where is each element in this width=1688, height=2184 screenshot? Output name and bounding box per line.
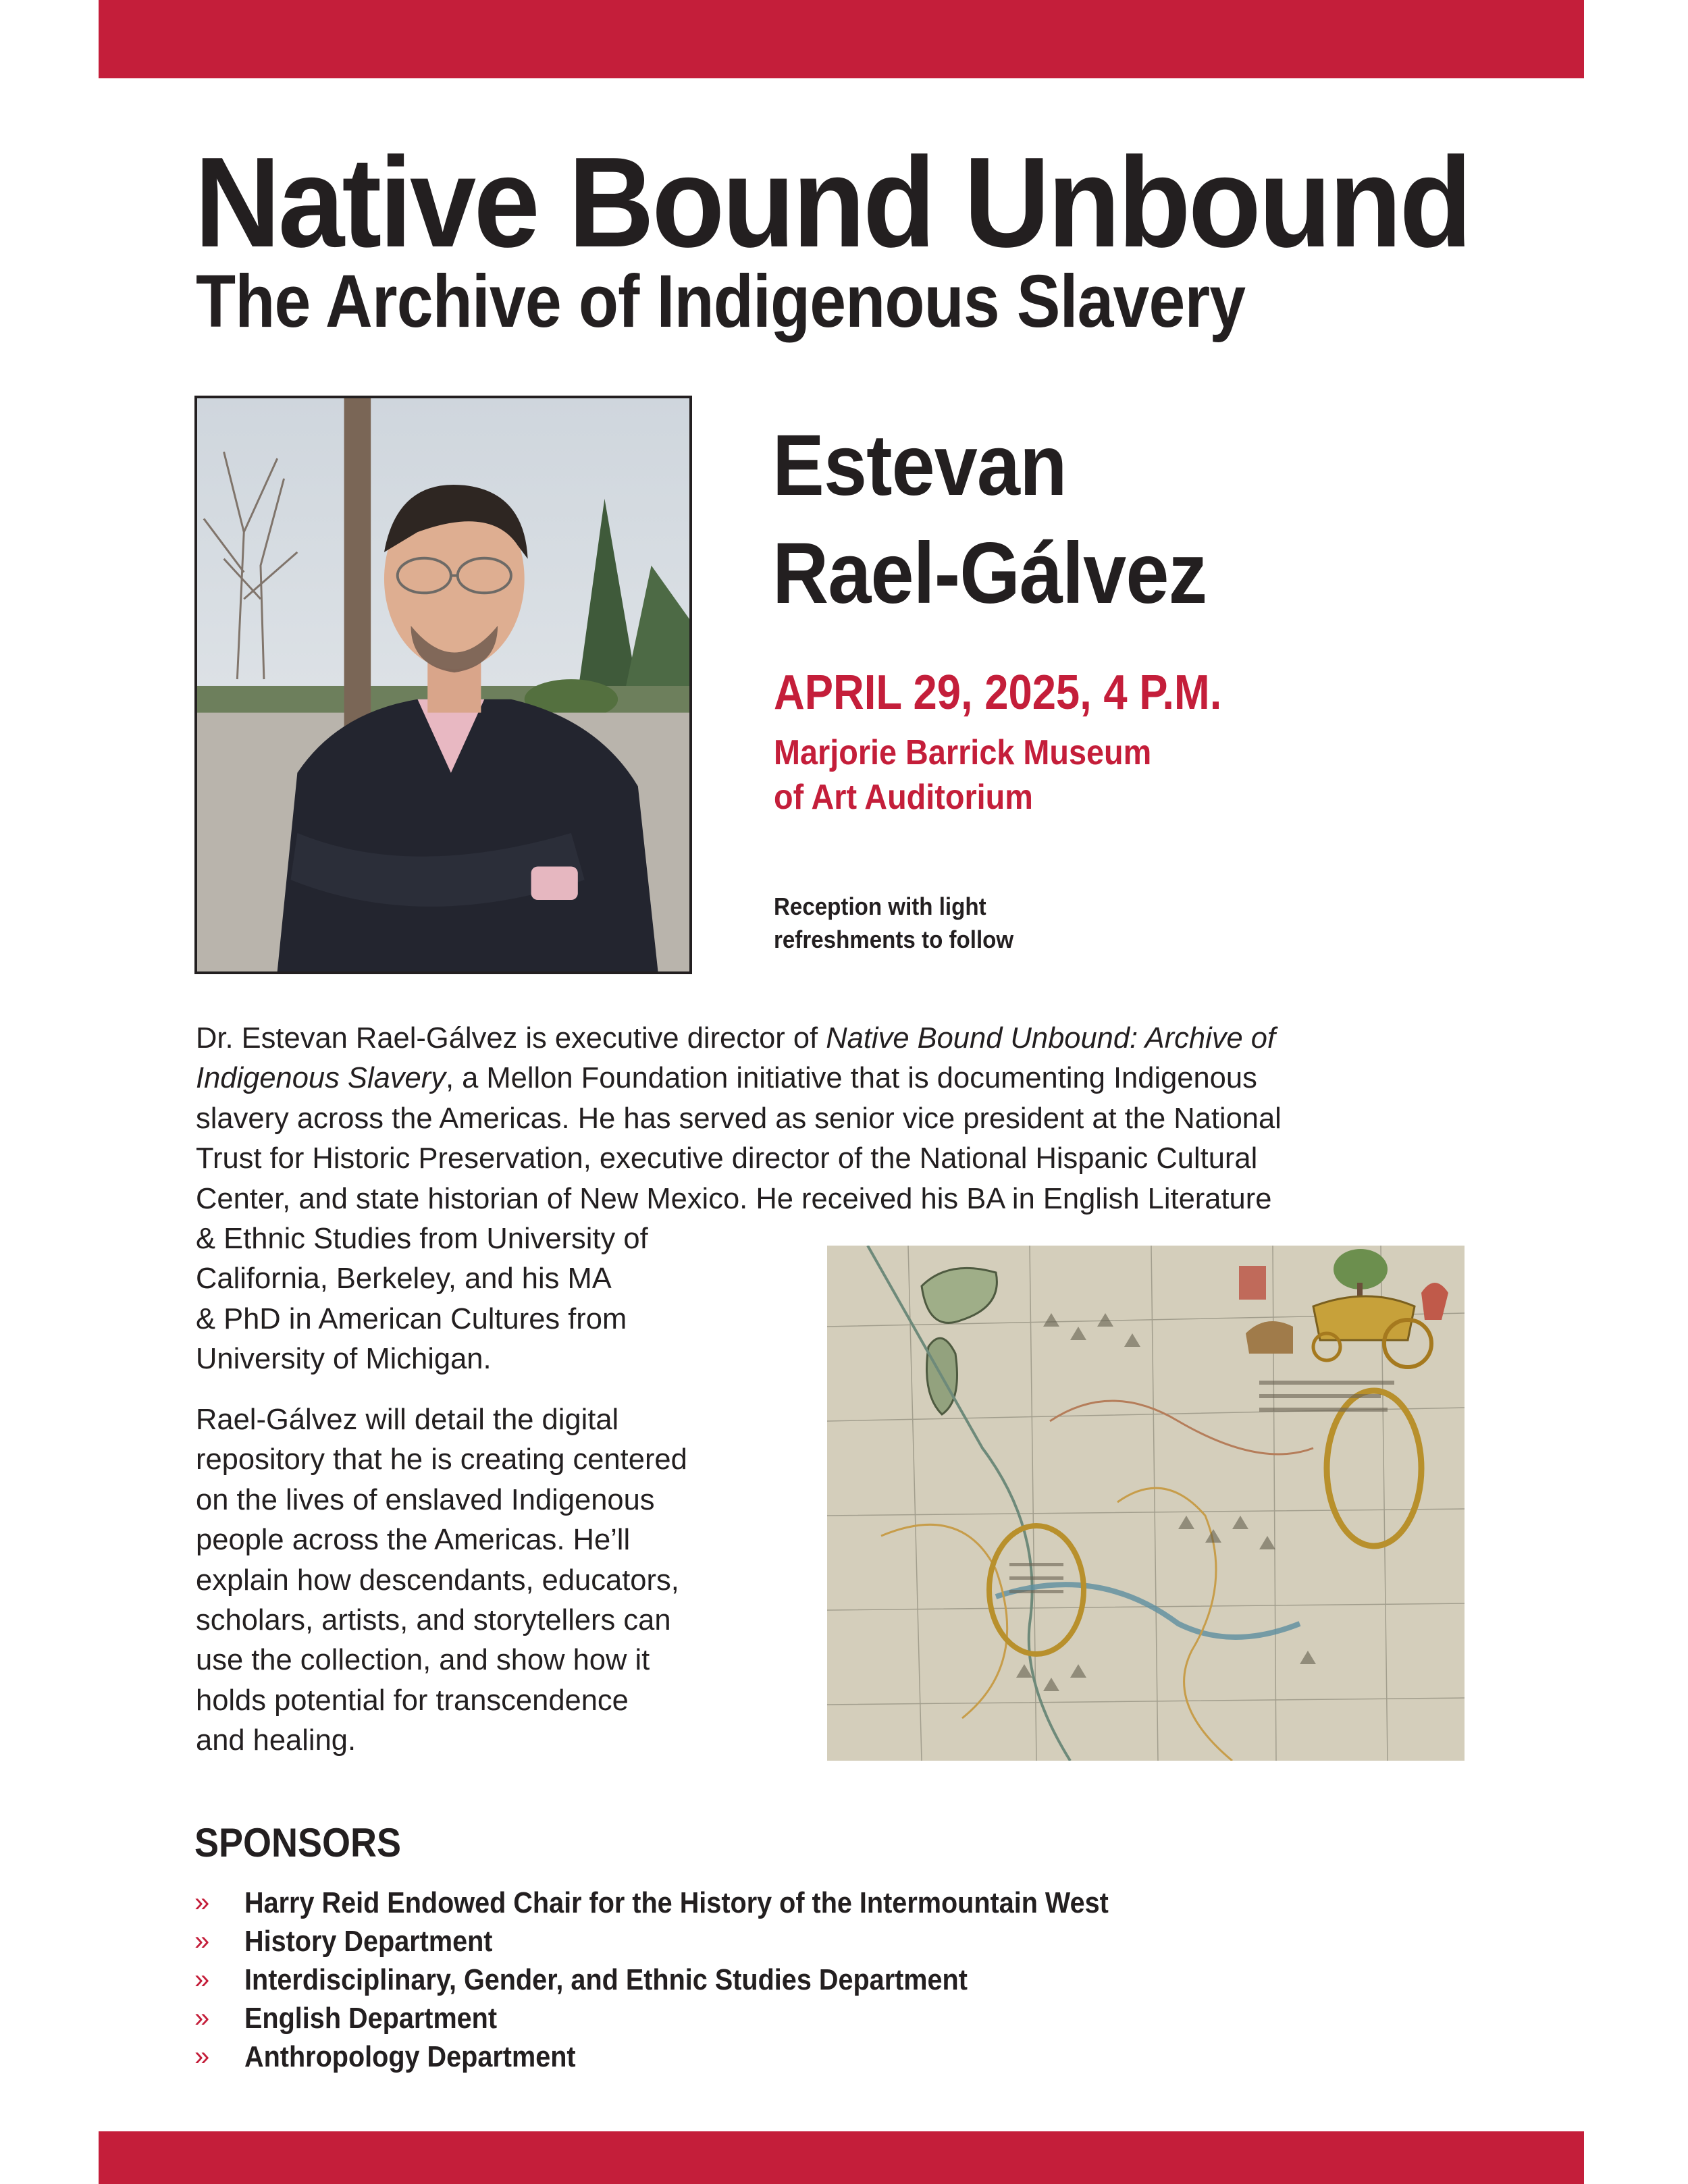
venue-line-2: of Art Auditorium [774, 778, 1033, 817]
bullet-icon: » [194, 1965, 210, 1994]
bullet-icon: » [194, 2042, 210, 2071]
reception-note [774, 890, 1013, 956]
detail-line: explain how descendants, educators, [196, 1564, 679, 1597]
event-title: Native Bound Unbound [194, 131, 1470, 274]
bullet-icon: » [194, 1888, 210, 1917]
event-venue [774, 730, 1151, 820]
bullet-icon: » [194, 1926, 210, 1956]
top-accent-bar [99, 0, 1584, 78]
historical-map-image [827, 1246, 1465, 1761]
bio-line-7: California, Berkeley, and his MA [196, 1262, 612, 1296]
sponsor-item: » Interdisciplinary, Gender, and Ethnic Studies Department [194, 1963, 968, 1996]
bio-line-4: Trust for Historic Preservation, executive director of the National Hispanic Cultural [196, 1142, 1258, 1175]
detail-line: use the collection, and show how it [196, 1644, 650, 1677]
bio-line-5: Center, and state historian of New Mexico. He received his BA in English Literature [196, 1182, 1272, 1215]
sponsors-heading: SPONSORS [194, 1820, 402, 1865]
detail-line: and healing. [196, 1724, 357, 1757]
bottom-accent-bar [99, 2131, 1584, 2184]
reception-line-1: Reception with light [774, 893, 986, 920]
detail-line: repository that he is creating centered [196, 1443, 687, 1476]
detail-line: scholars, artists, and storytellers can [196, 1604, 671, 1637]
bio-line-3: slavery across the Americas. He has served as senior vice president at the National [196, 1102, 1282, 1135]
speaker-last-name: Rael-Gálvez [772, 525, 1207, 622]
archive-title-part-1: Native Bound Unbound: Archive of [826, 1022, 1276, 1055]
detail-line: Rael-Gálvez will detail the digital [196, 1404, 619, 1436]
sponsor-item: » English Department [194, 2001, 498, 2035]
bio-line-9: University of Michigan. [196, 1343, 492, 1376]
speaker-photo [194, 396, 692, 974]
detail-line: holds potential for transcendence [196, 1684, 629, 1717]
sponsors-list [194, 1884, 1205, 2076]
event-subtitle: The Archive of Indigenous Slavery [196, 260, 1246, 343]
archive-title-part-2: Indigenous Slavery [196, 1062, 446, 1095]
bio-line-2: Indigenous Slavery, a Mellon Foundation initiative that is documenting Indigenous [196, 1062, 1257, 1095]
detail-line: on the lives of enslaved Indigenous [196, 1483, 655, 1516]
talk-description [196, 1400, 687, 1761]
bio-line-6: & Ethnic Studies from University of [196, 1223, 648, 1256]
sponsor-item: » History Department [194, 1924, 493, 1958]
sponsor-item: » Anthropology Department [194, 2040, 576, 2073]
speaker-name [772, 412, 1207, 628]
bullet-icon: » [194, 2003, 210, 2033]
speaker-first-name: Estevan [772, 417, 1067, 514]
event-date: APRIL 29, 2025, 4 P.M. [774, 666, 1222, 720]
reception-line-2: refreshments to follow [774, 926, 1014, 953]
detail-line: people across the Americas. He’ll [196, 1524, 631, 1557]
bio-line-1: Dr. Estevan Rael-Gálvez is executive director of Native Bound Unbound: Archive of [196, 1022, 1276, 1055]
venue-line-1: Marjorie Barrick Museum [774, 733, 1152, 772]
sponsor-item: » Harry Reid Endowed Chair for the History of the Intermountain West [194, 1886, 1109, 1919]
bio-line-8: & PhD in American Cultures from [196, 1302, 627, 1335]
